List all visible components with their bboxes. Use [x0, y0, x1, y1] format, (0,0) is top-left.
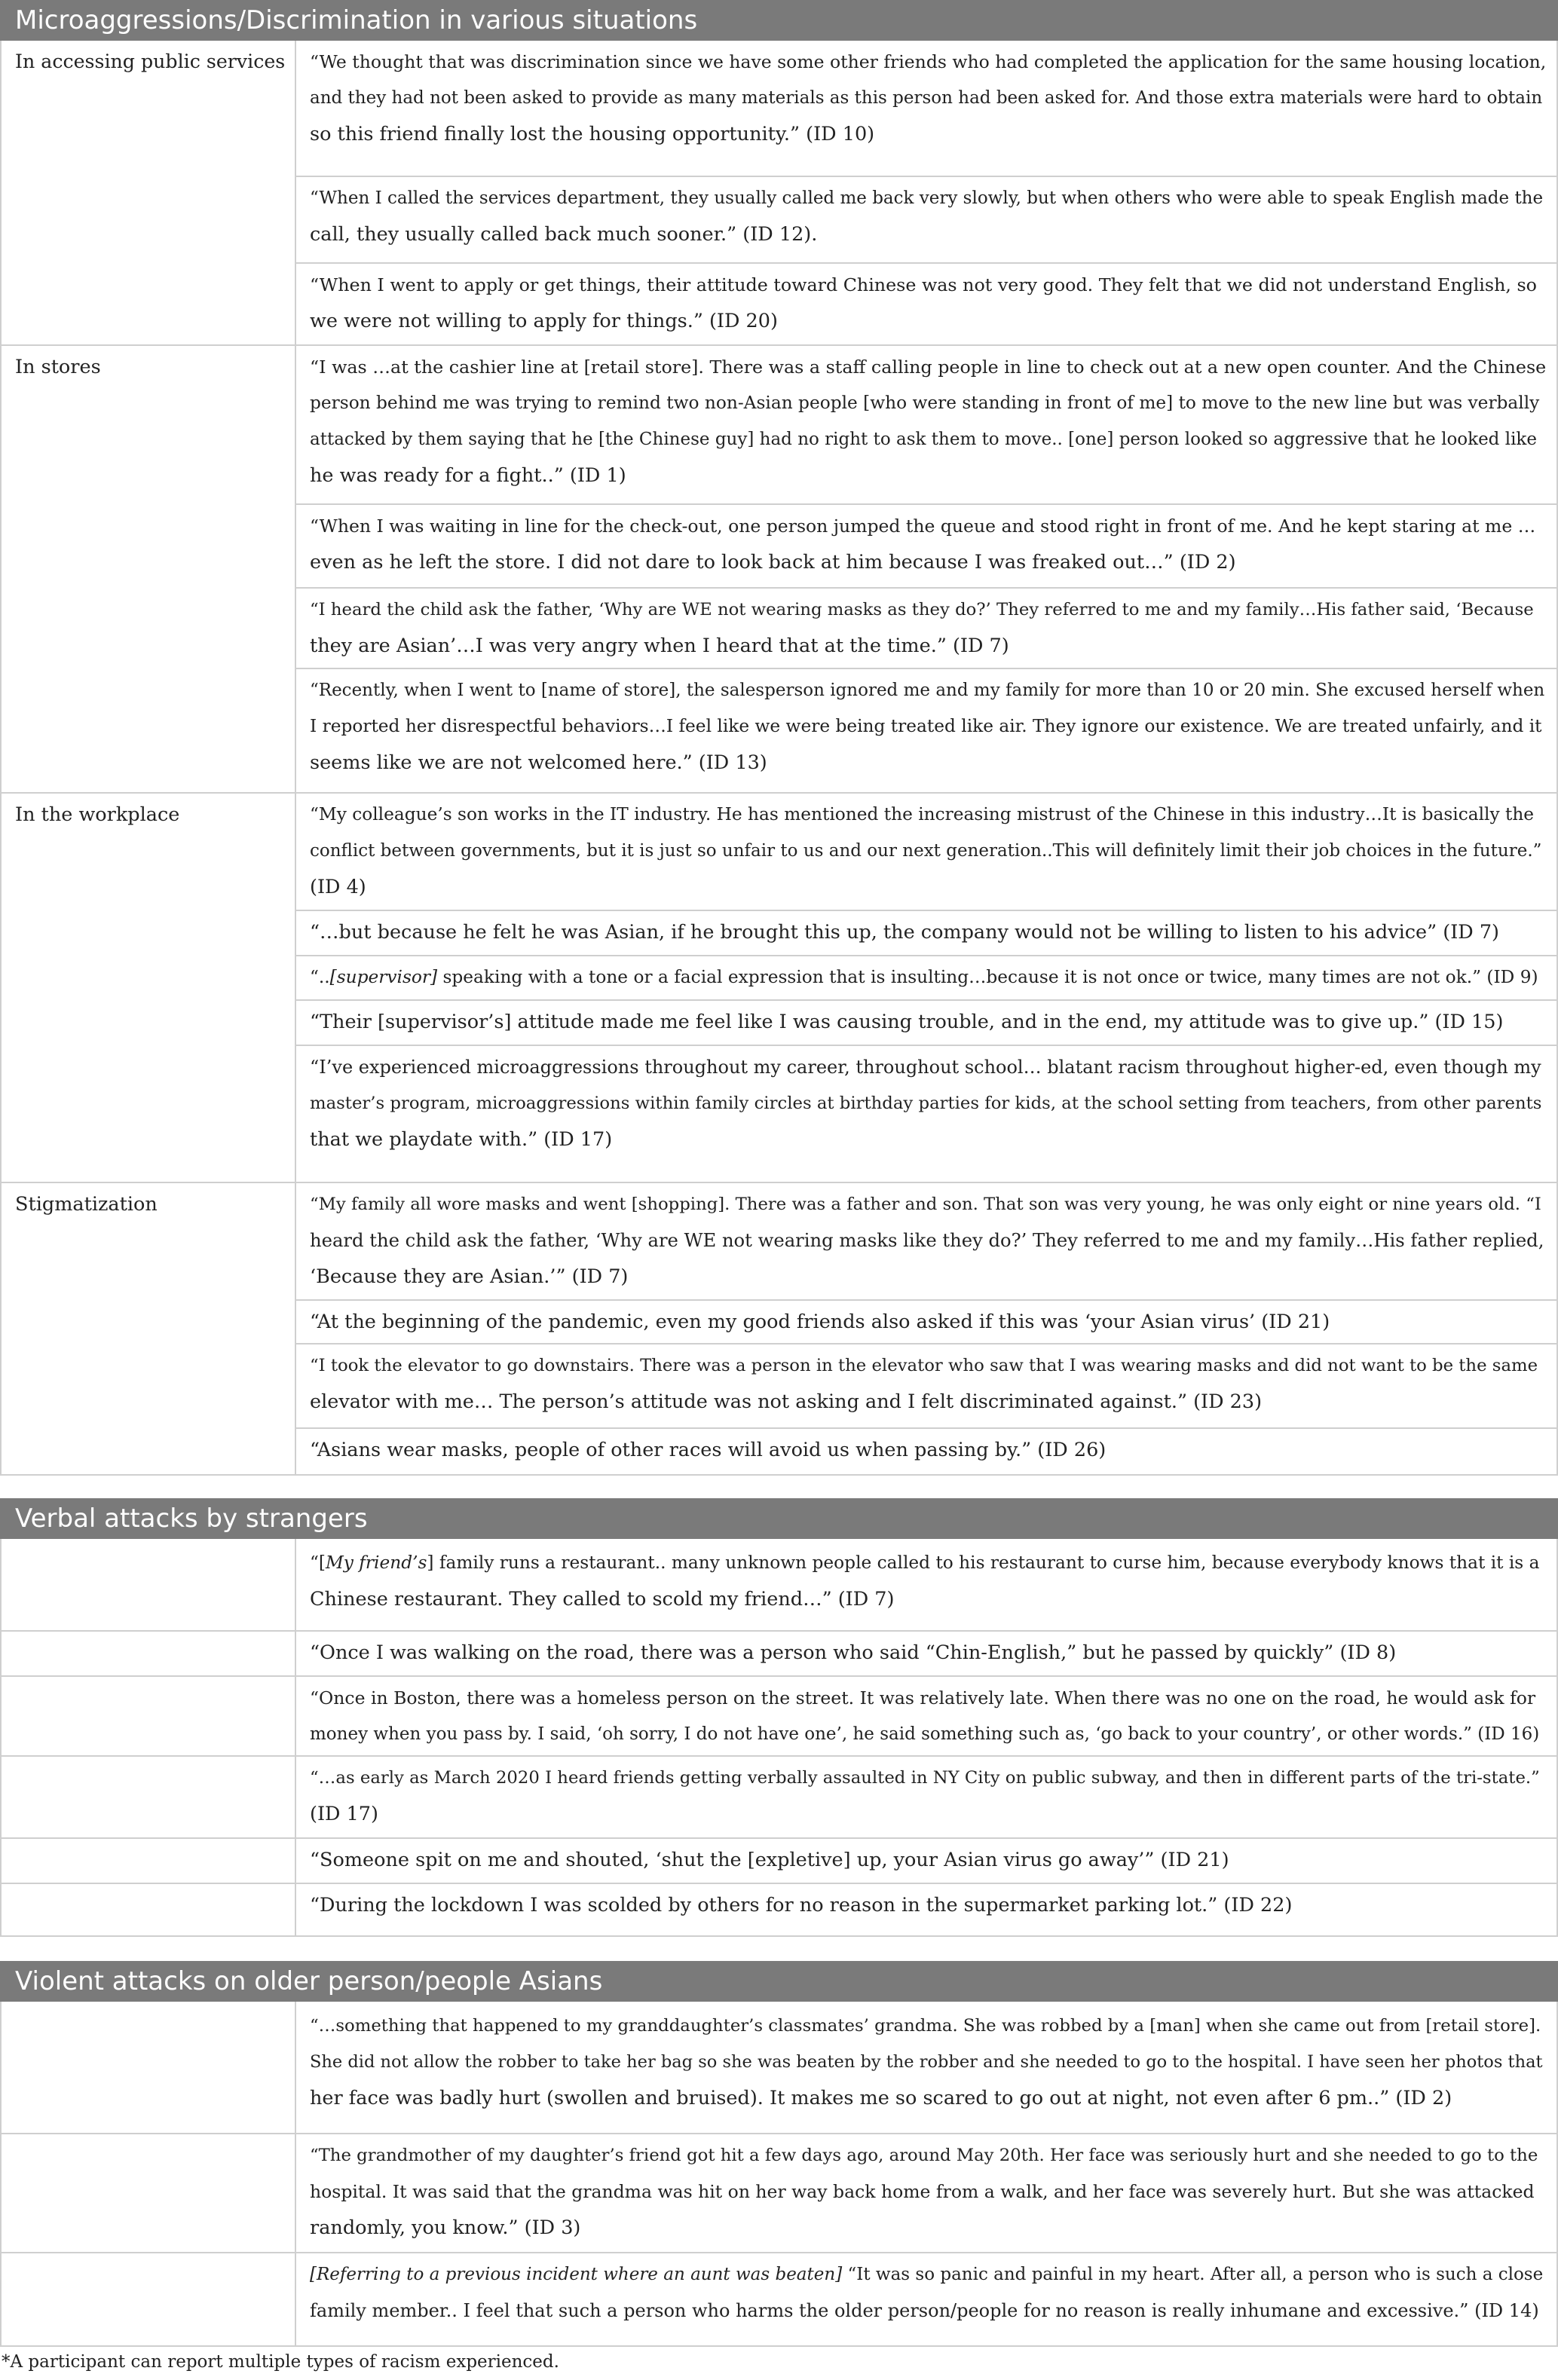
section-grid [0, 1539, 1558, 1937]
quote-cell [310, 1304, 1546, 1340]
quote-line: so this friend finally lost the housing opportunity.” (ID 10) [310, 123, 875, 145]
quote-line: “I heard the child ask the father, ‘Why are WE not wearing masks as they do?’ They referred to me and my family…His father said, ‘Because [310, 600, 1534, 619]
quote-line: he was ready for a fight..” (ID 1) [310, 464, 626, 487]
quote-line: hospital. It was said that the grandma was hit on her way back home from a walk, and her face was severely hurt. But she was attacked [310, 2181, 1535, 2202]
category-stores: In stores [15, 356, 101, 378]
quote-line [310, 959, 1546, 996]
quote-line: “…as early as March 2020 I heard friends getting verbally assaulted in NY City on public subway, and then in different parts of the tri-state.” [310, 1768, 1540, 1788]
quote-line: “When I was waiting in line for the check-out, one person jumped the queue and stood right in front of me. And he kept staring at me … [310, 515, 1536, 537]
row-divider [295, 1427, 1558, 1429]
row-divider [295, 503, 1558, 505]
row-divider [0, 1837, 1558, 1839]
quote-line: “…but because he felt he was Asian, if he brought this up, the company would not be willing to listen to his advice” (ID 7) [310, 921, 1499, 944]
table-footnote: *A participant can report multiple types of racism experienced. [2, 2352, 559, 2372]
quote-line: She did not allow the robber to take her bag so she was beaten by the robber and she needed to go to the hospital. I have seen her photos that [310, 2052, 1543, 2072]
quote-cell [310, 959, 1546, 996]
row-divider [295, 587, 1558, 589]
quote-line: “I was …at the cashier line at [retail store]. There was a staff calling people in line to check out at a new open counter. And the Chinese [310, 356, 1547, 378]
row-divider [295, 1299, 1558, 1301]
row-divider [0, 1883, 1558, 1884]
section-grid [0, 41, 1558, 1476]
quote-cell [310, 1635, 1546, 1671]
quote-line: we were not willing to apply for things.” (ID 20) [310, 310, 778, 332]
quote-line: (ID 17) [310, 1803, 378, 1825]
quote-line: heard the child ask the father, ‘Why are WE not wearing masks like they do?’ They referred to me and my family…His father replied, [310, 1229, 1544, 1251]
row-divider [0, 344, 1558, 346]
quote-text: “It was so panic and painful in my heart. After all, a person who is such a close [842, 2265, 1544, 2284]
section-verbal-attacks [0, 1498, 1558, 1937]
row-divider [0, 792, 1558, 794]
quote-cell [310, 180, 1546, 252]
quote-cell [310, 1432, 1546, 1468]
quote-emphasis: My friend’s [325, 1553, 427, 1573]
row-divider [0, 1182, 1558, 1183]
quote-line: “Their [supervisor’s] attitude made me feel like I was causing trouble, and in the end, my attitude was to give up.” (ID 15) [310, 1011, 1504, 1033]
quote-cell [310, 1186, 1546, 1295]
quote-line: “During the lockdown I was scolded by others for no reason in the supermarket parking lot.” (ID 22) [310, 1894, 1293, 1917]
quote-line: “Recently, when I went to [name of store], the salesperson ignored me and my family for more than 10 or 20 min. She excused herself when [310, 681, 1545, 700]
quote-line: her face was badly hurt (swollen and bruised). It makes me so scared to go out at night, not even after 6 pm..” (ID 2) [310, 2087, 1452, 2109]
row-divider [0, 2133, 1558, 2134]
quote-line: person behind me was trying to remind two non-Asian people [who were standing in front of me] to move to the new line but was verbally [310, 393, 1540, 413]
quote-line: conflict between governments, but it is just so unfair to us and our next generation..This will definitely limit their job choices in the future.” [310, 841, 1542, 861]
quote-line: “I took the elevator to go downstairs. There was a person in the elevator who saw that I was wearing masks and did not want to be the same [310, 1356, 1538, 1375]
row-divider [295, 999, 1558, 1001]
row-divider [295, 668, 1558, 669]
table-bottom-border [0, 1474, 1558, 1476]
quote-line: “When I went to apply or get things, their attitude toward Chinese was not very good. They felt that we did not understand English, so [310, 274, 1537, 295]
quote-cell [310, 672, 1546, 781]
row-divider [0, 2252, 1558, 2253]
quote-text: speaking with a tone or a facial expression that is insulting…because it is not once or twice, many times are not ok.” (ID 9) [437, 967, 1538, 987]
left-border [0, 2002, 2, 2347]
quote-line: “Asians wear masks, people of other races will avoid us when passing by.” (ID 26) [310, 1439, 1107, 1461]
quote-line: elevator with me… The person’s attitude was not asking and I felt discriminated against.” (ID 23) [310, 1390, 1263, 1413]
quote-line: attacked by them saying that he [the Chinese guy] had no right to ask them to move.. [one] person looked so aggressive that he looked like [310, 430, 1537, 449]
quote-line: “My colleague’s son works in the IT industry. He has mentioned the increasing mistrust of the Chinese in this industry…It is basically the [310, 804, 1535, 824]
quote-cell [310, 1004, 1546, 1040]
quote-cell [310, 592, 1546, 664]
section-header: Violent attacks on older person/people Asians [0, 1961, 1558, 2002]
quote-line: even as he left the store. I did not dare to look back at him because I was freaked out…” (ID 2) [310, 551, 1236, 574]
row-divider [295, 1343, 1558, 1344]
quote-line: (ID 4) [310, 876, 366, 898]
quote-cell [310, 508, 1546, 580]
category-workplace: In the workplace [15, 803, 180, 826]
row-divider [0, 1630, 1558, 1632]
quote-cell [310, 1348, 1546, 1420]
left-border [0, 1539, 2, 1937]
quote-line: call, they usually called back much sooner.” (ID 12). [310, 223, 818, 246]
quote-line: I reported her disrespectful behaviors…I feel like we were being treated like air. They ignore our existence. We are treated unfairly, and it [310, 716, 1542, 736]
quote-text: “.. [310, 967, 330, 987]
quote-cell [310, 797, 1546, 905]
quote-line: “Someone spit on me and shouted, ‘shut the [expletive] up, your Asian virus go away’” (ID 21) [310, 1849, 1229, 1871]
quote-line: randomly, you know.” (ID 3) [310, 2216, 581, 2239]
quote-line: “Once in Boston, there was a homeless person on the street. It was relatively late. When there was no one on the road, he would ask for [310, 1687, 1536, 1709]
left-border [0, 41, 2, 1476]
quote-line: family member.. I feel that such a person who harms the older person/people for no reason is really inhumane and excessive.” (ID 14) [310, 2300, 1539, 2321]
quote-cell [310, 349, 1546, 494]
row-divider [295, 910, 1558, 911]
quote-cell [310, 44, 1546, 152]
quote-line: “Once I was walking on the road, there was a person who said “Chin-English,” but he passed by quickly” (ID 8) [310, 1641, 1397, 1664]
quote-emphasis: [Referring to a previous incident where an aunt was beaten] [310, 2265, 843, 2284]
quote-line: “I’ve experienced microaggressions throughout my career, throughout school… blatant racism throughout higher-ed, even though my [310, 1057, 1541, 1078]
quote-cell [310, 914, 1546, 950]
quote-line: “When I called the services department, they usually called me back very slowly, but when others who were able to speak English made the [310, 188, 1544, 208]
quote-line: “At the beginning of the pandemic, even my good friends also asked if this was ‘your Asian virus’ (ID 21) [310, 1311, 1330, 1333]
quote-line: “We thought that was discrimination since we have some other friends who had completed the application for the same housing location, [310, 51, 1547, 72]
quote-line: master’s program, microaggressions within family circles at birthday parties for kids, at the school setting from teachers, from other parents [310, 1094, 1542, 1113]
section-header: Microaggressions/Discrimination in various situations [0, 0, 1558, 41]
quote-cell [310, 2137, 1546, 2246]
column-divider [295, 41, 296, 1476]
quote-text: “[ [310, 1553, 326, 1573]
quote-line: money when you pass by. I said, ‘oh sorry, I do not have one’, he said something such as, ‘go back to your country’, or other words.” (ID 16) [310, 1724, 1540, 1744]
section-header: Verbal attacks by strangers [0, 1498, 1558, 1539]
category-public-services: In accessing public services [15, 50, 286, 72]
quote-cell [310, 1545, 1546, 1617]
row-divider [295, 955, 1558, 956]
quote-line: seems like we are not welcomed here.” (ID 13) [310, 751, 767, 774]
quote-cell [310, 1887, 1546, 1923]
quote-line: and they had not been asked to provide as many materials as this person had been asked for. And those extra materials were hard to obtain [310, 88, 1543, 108]
quote-line: “The grandmother of my daughter’s friend got hit a few days ago, around May 20th. Her face was seriously hurt and she needed to go to the [310, 2146, 1538, 2165]
category-stigmatization: Stigmatization [15, 1193, 158, 1216]
quote-cell [310, 1760, 1546, 1832]
quote-cell [310, 1049, 1546, 1158]
row-divider [295, 1045, 1558, 1046]
quote-emphasis: [supervisor] [329, 967, 438, 987]
section-grid [0, 2002, 1558, 2347]
quote-line: Chinese restaurant. They called to scold my friend…” (ID 7) [310, 1588, 895, 1611]
row-divider [0, 1675, 1558, 1677]
quote-cell [310, 1680, 1546, 1752]
quote-line: ‘Because they are Asian.’” (ID 7) [310, 1265, 629, 1288]
table-bottom-border [0, 2345, 1558, 2347]
row-divider [295, 176, 1558, 177]
quote-line: “My family all wore masks and went [shopping]. There was a father and son. That son was very young, he was only eight or nine years old. “I [310, 1195, 1541, 1214]
column-divider [295, 1539, 296, 1937]
quote-cell [310, 1842, 1546, 1878]
quote-line [310, 1545, 1546, 1581]
row-divider [295, 262, 1558, 264]
column-divider [295, 2002, 296, 2347]
quote-cell [310, 267, 1546, 339]
quote-cell [310, 2008, 1546, 2116]
quote-line: “…something that happened to my granddaughter’s classmates’ grandma. She was robbed by a [man] when she came out from [retail store]. [310, 2016, 1541, 2036]
quote-text: ] family runs a restaurant.. many unknown people called to his restaurant to curse him, because everybody knows that it is a [427, 1553, 1540, 1573]
row-divider [0, 1755, 1558, 1757]
quote-line [310, 2256, 1546, 2293]
quote-line: they are Asian’…I was very angry when I heard that at the time.” (ID 7) [310, 635, 1009, 657]
quote-cell [310, 2256, 1546, 2329]
section-violent-attacks [0, 1961, 1558, 2347]
quote-line: that we playdate with.” (ID 17) [310, 1128, 613, 1151]
table-bottom-border [0, 1935, 1558, 1937]
